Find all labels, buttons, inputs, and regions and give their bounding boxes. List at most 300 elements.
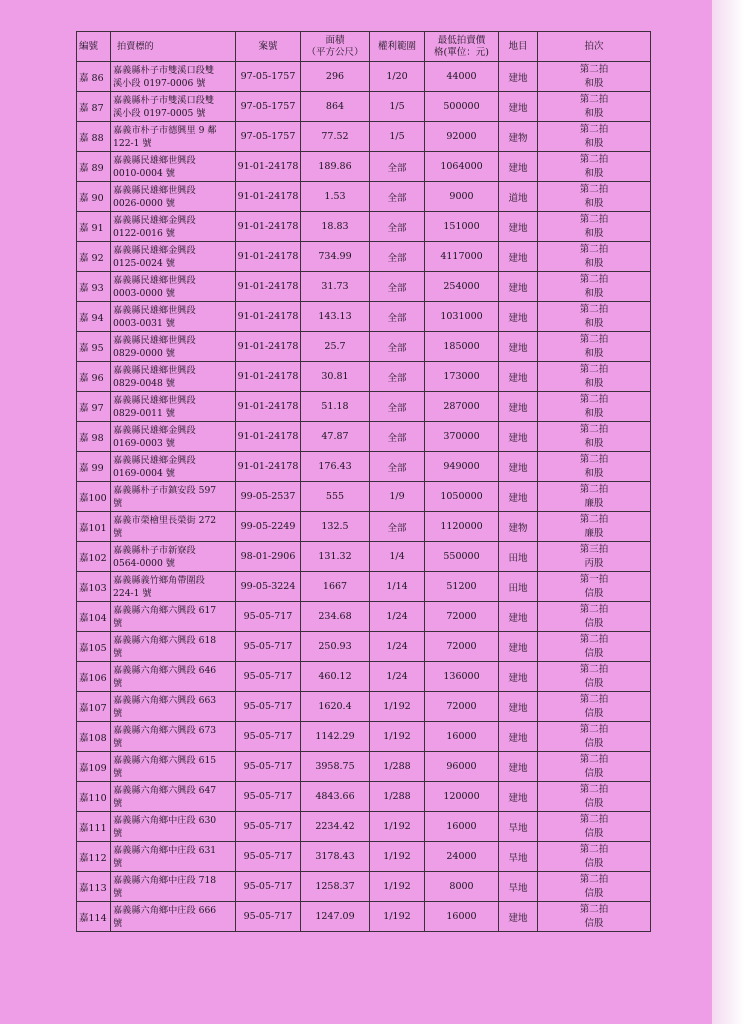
row-round [538,392,651,422]
row-case-case: 91-01-24178 [237,401,299,412]
row-use [499,542,538,572]
row-subject [111,242,236,272]
row-case-case: 99-05-3224 [240,581,296,592]
row-no [77,422,111,452]
table-row [77,152,651,182]
row-area-area: 4843.66 [315,791,355,802]
header-price-line1: 最低拍賣價 [437,34,486,46]
row-price [425,452,499,482]
row-use [499,722,538,752]
row-rights-rights: 全部 [387,312,407,324]
header-area-line2: （平方公尺） [306,46,364,58]
row-rights [370,152,425,182]
row-subject-s2: 0169-0003 號 [113,437,175,449]
table-row [77,332,651,362]
row-subject [111,842,236,872]
row-no-no: 嘉 96 [79,372,104,384]
row-no [77,392,111,422]
row-round-r2: 和股 [584,257,604,269]
row-round [538,632,651,662]
row-rights [370,602,425,632]
row-price [425,662,499,692]
row-use-use: 建地 [508,642,528,654]
row-subject-s2: 號 [113,497,123,509]
row-subject-s2: 號 [113,617,123,629]
table-row [77,62,651,92]
row-use [499,812,538,842]
row-round-r2: 和股 [584,317,604,329]
row-round [538,782,651,812]
row-use-use: 建地 [508,312,528,324]
row-use [499,752,538,782]
row-area [301,542,370,572]
row-area-area: 51.18 [321,401,349,412]
row-round-r2: 和股 [584,407,604,419]
row-subject-s1: 嘉義縣六角鄉六興段 647 [113,784,217,796]
row-rights [370,512,425,542]
row-price-price: 9000 [449,191,474,202]
row-subject [111,572,236,602]
row-round-r2: 和股 [584,287,604,299]
row-rights-rights: 1/14 [386,581,408,592]
row-round-r1: 第三拍 [579,543,609,555]
row-subject-s2: 0010-0004 號 [113,167,175,179]
row-subject-s2: 224-1 號 [113,587,152,599]
row-area-area: 189.86 [318,161,352,172]
row-rights-rights: 全部 [387,222,407,234]
row-rights-rights: 1/24 [386,611,408,622]
row-round-r2: 信股 [584,857,604,869]
row-round [538,812,651,842]
row-round-r2: 信股 [584,827,604,839]
header-price [425,32,499,62]
row-subject-s1: 嘉義縣朴子市鎮安段 597 [113,484,217,496]
row-round [538,752,651,782]
row-area [301,662,370,692]
row-rights [370,242,425,272]
row-no-no: 嘉 95 [79,342,104,354]
row-case-case: 95-05-717 [243,821,293,832]
row-case-case: 97-05-1757 [240,131,296,142]
row-no-no: 嘉112 [79,852,107,864]
row-no-no: 嘉102 [79,552,107,564]
row-use [499,62,538,92]
row-round-r1: 第二拍 [579,813,609,825]
row-no-no: 嘉 94 [79,312,104,324]
row-price [425,92,499,122]
row-subject [111,692,236,722]
row-price [425,812,499,842]
row-price [425,542,499,572]
row-area [301,812,370,842]
row-round [538,602,651,632]
row-case [236,62,301,92]
row-rights-rights: 1/192 [383,881,411,892]
row-round [538,92,651,122]
row-area-area: 132.5 [321,521,349,532]
row-price-price: 51200 [446,581,477,592]
row-use [499,572,538,602]
row-price-price: 1031000 [440,311,483,322]
row-area [301,152,370,182]
row-subject [111,662,236,692]
row-rights-rights: 1/192 [383,821,411,832]
row-rights [370,842,425,872]
table-row [77,182,651,212]
row-round-r1: 第二拍 [579,303,609,315]
row-round-r2: 信股 [584,797,604,809]
row-price [425,242,499,272]
row-price-price: 1064000 [440,161,483,172]
row-use-use: 建地 [508,492,528,504]
row-use-use: 建地 [508,612,528,624]
row-area-area: 30.81 [321,371,349,382]
row-no-no: 嘉 93 [79,282,104,294]
row-case [236,332,301,362]
row-price-price: 120000 [443,791,480,802]
row-subject-s1: 嘉義縣六角鄉六興段 615 [113,754,217,766]
row-area-area: 1142.29 [315,731,355,742]
row-no [77,872,111,902]
row-no [77,602,111,632]
row-no-no: 嘉106 [79,672,107,684]
row-area-area: 2234.42 [315,821,355,832]
row-use [499,452,538,482]
table-row [77,302,651,332]
row-subject-s1: 嘉義縣義竹鄉角帶圍段 [113,574,205,586]
row-round [538,542,651,572]
row-price [425,182,499,212]
row-subject-s2: 0169-0004 號 [113,467,175,479]
row-area-area: 734.99 [318,251,352,262]
row-use [499,602,538,632]
row-no-no: 嘉 92 [79,252,104,264]
table-row [77,452,651,482]
row-use [499,332,538,362]
row-round-r2: 信股 [584,617,604,629]
row-subject [111,362,236,392]
row-area [301,62,370,92]
row-rights-rights: 1/5 [389,131,405,142]
row-rights-rights: 1/288 [383,791,411,802]
row-use-use: 建地 [508,372,528,384]
row-rights-rights: 全部 [387,432,407,444]
row-subject-s2: 0829-0048 號 [113,377,175,389]
row-area [301,632,370,662]
row-use-use: 建地 [508,432,528,444]
row-no-no: 嘉104 [79,612,107,624]
row-round-r2: 和股 [584,107,604,119]
row-case [236,722,301,752]
table-row [77,122,651,152]
row-use-use: 建地 [508,162,528,174]
row-no-no: 嘉 86 [79,72,104,84]
row-area [301,212,370,242]
row-price-price: 16000 [446,911,477,922]
table-row [77,482,651,512]
row-subject-s2: 號 [113,737,123,749]
row-round-r1: 第二拍 [579,663,609,675]
row-case [236,182,301,212]
row-price [425,62,499,92]
row-use-use: 建地 [508,792,528,804]
row-case-case: 91-01-24178 [237,461,299,472]
row-round-r2: 信股 [584,707,604,719]
row-case [236,482,301,512]
row-price [425,482,499,512]
row-round [538,122,651,152]
row-subject-s2: 號 [113,647,123,659]
row-subject [111,272,236,302]
row-price [425,722,499,752]
row-no-no: 嘉101 [79,522,107,534]
row-subject-s2: 號 [113,677,123,689]
row-rights [370,632,425,662]
row-no [77,842,111,872]
row-subject-s2: 0829-0011 號 [113,407,175,419]
header-price-line2: 格(單位：元) [434,46,489,58]
row-area [301,182,370,212]
row-case-case: 95-05-717 [243,641,293,652]
row-subject [111,92,236,122]
row-subject-s1: 嘉義縣朴子市雙溪口段雙 [113,64,215,76]
row-subject-s2: 號 [113,527,123,539]
row-round [538,212,651,242]
row-area [301,842,370,872]
row-price-price: 72000 [446,611,477,622]
row-use [499,512,538,542]
row-use [499,92,538,122]
table-row [77,392,651,422]
scan-margin [712,0,744,1024]
row-rights-rights: 全部 [387,372,407,384]
row-round-r1: 第二拍 [579,873,609,885]
row-rights-rights: 全部 [387,192,407,204]
row-case-case: 97-05-1757 [240,71,296,82]
row-case-case: 95-05-717 [243,881,293,892]
row-subject [111,452,236,482]
row-case [236,842,301,872]
row-rights [370,182,425,212]
row-price-price: 550000 [443,551,480,562]
row-subject-s1: 嘉義縣六角鄉中庄段 631 [113,844,217,856]
row-subject-s2: 0026-0000 號 [113,197,175,209]
row-round-r1: 第二拍 [579,423,609,435]
row-area-area: 176.43 [318,461,352,472]
row-no [77,692,111,722]
row-round-r2: 和股 [584,437,604,449]
row-round-r2: 和股 [584,167,604,179]
row-rights [370,812,425,842]
row-case-case: 91-01-24178 [237,221,299,232]
table-row [77,242,651,272]
row-use-use: 建地 [508,282,528,294]
row-no-no: 嘉109 [79,762,107,774]
table-row [77,362,651,392]
row-subject-s1: 嘉義縣六角鄉六興段 673 [113,724,217,736]
row-use [499,212,538,242]
row-price-price: 173000 [443,371,480,382]
row-price [425,842,499,872]
row-subject-s2: 0003-0031 號 [113,317,175,329]
row-price [425,152,499,182]
row-no [77,92,111,122]
table-row [77,542,651,572]
row-rights [370,392,425,422]
row-price [425,512,499,542]
row-rights-rights: 1/9 [389,491,405,502]
row-price [425,272,499,302]
row-use-use: 田地 [508,552,528,564]
row-round-r2: 廉股 [584,497,604,509]
row-area [301,362,370,392]
row-rights [370,422,425,452]
row-price-price: 287000 [443,401,480,412]
row-no [77,752,111,782]
row-case [236,392,301,422]
row-subject-s1: 嘉義縣民雄鄉世興段 [113,274,196,286]
row-subject-s2: 0125-0024 號 [113,257,175,269]
table-row [77,692,651,722]
row-rights [370,722,425,752]
row-subject [111,872,236,902]
row-no [77,452,111,482]
row-subject-s1: 嘉義縣民雄鄉世興段 [113,334,196,346]
row-subject-s1: 嘉義縣民雄鄉世興段 [113,304,196,316]
row-round [538,332,651,362]
row-rights [370,872,425,902]
row-subject-s1: 嘉義縣六角鄉中庄段 718 [113,874,217,886]
row-round [538,902,651,932]
row-price [425,872,499,902]
row-use [499,692,538,722]
row-round-r1: 第二拍 [579,273,609,285]
row-no [77,662,111,692]
row-area-area: 296 [325,71,345,82]
row-area [301,782,370,812]
row-use [499,872,538,902]
row-area-area: 1620.4 [318,701,352,712]
row-rights-rights: 全部 [387,162,407,174]
row-subject-s2: 溪小段 0197-0006 號 [113,77,206,89]
row-area-area: 234.68 [318,611,352,622]
row-rights-rights: 1/192 [383,731,411,742]
row-subject-s1: 嘉義縣民雄鄉世興段 [113,394,196,406]
row-round [538,272,651,302]
row-case-case: 91-01-24178 [237,371,299,382]
row-subject [111,392,236,422]
row-case [236,542,301,572]
row-use-use: 建地 [508,102,528,114]
row-no [77,542,111,572]
row-case-case: 91-01-24178 [237,341,299,352]
row-subject-s1: 嘉義縣民雄鄉金興段 [113,424,196,436]
row-round-r1: 第二拍 [579,843,609,855]
row-case [236,272,301,302]
row-case-case: 97-05-1757 [240,101,296,112]
row-subject-s2: 122-1 號 [113,137,152,149]
table-row [77,812,651,842]
row-subject-s1: 嘉義縣民雄鄉世興段 [113,154,196,166]
row-case-case: 95-05-717 [243,851,293,862]
row-no [77,332,111,362]
row-price-price: 44000 [446,71,477,82]
row-use [499,362,538,392]
row-area [301,392,370,422]
table-row [77,272,651,302]
row-no [77,122,111,152]
row-rights [370,692,425,722]
row-no-no: 嘉 99 [79,462,104,474]
row-price-price: 1050000 [440,491,483,502]
row-use-use: 旱地 [508,822,528,834]
row-area-area: 47.87 [321,431,349,442]
row-no-no: 嘉 89 [79,162,104,174]
row-round [538,842,651,872]
row-use [499,302,538,332]
row-no [77,782,111,812]
row-area-area: 3958.75 [315,761,355,772]
row-round-r2: 信股 [584,677,604,689]
row-area [301,902,370,932]
row-use [499,422,538,452]
row-subject-s2: 號 [113,827,123,839]
row-round-r1: 第二拍 [579,93,609,105]
row-round-r1: 第二拍 [579,483,609,495]
row-price-price: 1120000 [440,521,483,532]
row-rights [370,272,425,302]
row-round [538,872,651,902]
row-round-r2: 信股 [584,647,604,659]
row-price [425,392,499,422]
row-no [77,62,111,92]
row-no-no: 嘉113 [79,882,107,894]
row-case [236,152,301,182]
row-no-no: 嘉 88 [79,132,104,144]
header-rights: 權利範圍 [370,32,425,62]
row-rights [370,902,425,932]
header-area [301,32,370,62]
row-subject [111,422,236,452]
row-subject-s1: 嘉義縣六角鄉中庄段 630 [113,814,217,826]
row-area-area: 1247.09 [315,911,355,922]
row-case-case: 91-01-24178 [237,281,299,292]
row-use-use: 建地 [508,402,528,414]
row-subject-s2: 0122-0016 號 [113,227,175,239]
row-area [301,242,370,272]
row-subject-s1: 嘉義縣民雄鄉金興段 [113,454,196,466]
row-use [499,152,538,182]
row-round-r1: 第二拍 [579,153,609,165]
row-round-r2: 和股 [584,377,604,389]
row-area-area: 1258.37 [315,881,355,892]
row-no [77,512,111,542]
row-subject-s1: 嘉義市榮檜里長榮街 272 [113,514,217,526]
row-subject-s1: 嘉義縣六角鄉中庄段 666 [113,904,217,916]
row-use [499,482,538,512]
row-rights-rights: 全部 [387,282,407,294]
row-use-use: 建物 [508,132,528,144]
row-case [236,812,301,842]
row-rights-rights: 1/192 [383,701,411,712]
row-rights-rights: 1/192 [383,911,411,922]
row-subject-s1: 嘉義縣民雄鄉世興段 [113,184,196,196]
row-round [538,452,651,482]
row-case [236,632,301,662]
row-price-price: 500000 [443,101,480,112]
row-case-case: 95-05-717 [243,611,293,622]
row-area [301,602,370,632]
